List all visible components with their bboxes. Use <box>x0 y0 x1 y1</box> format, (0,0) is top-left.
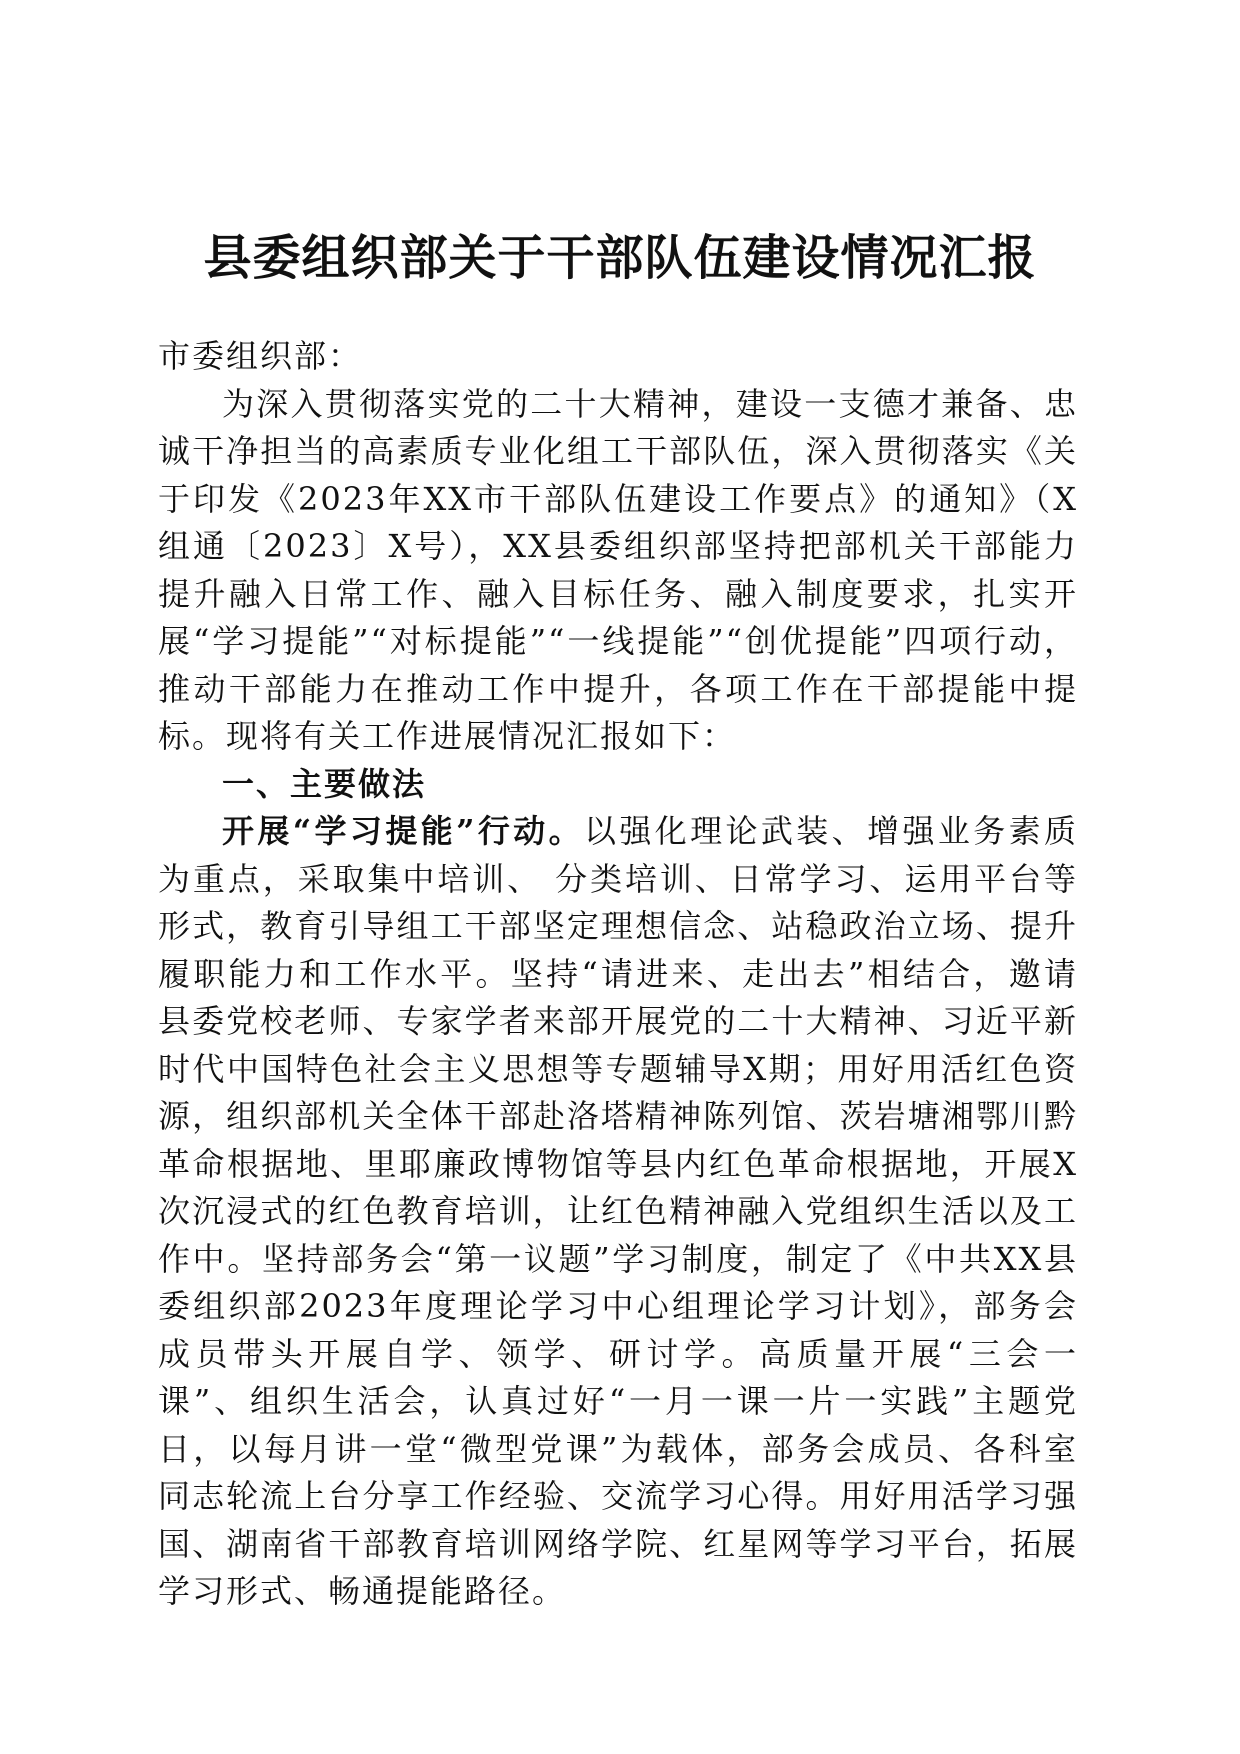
intro-paragraph: 为深入贯彻落实党的二十大精神，建设一支德才兼备、忠诚干净担当的高素质专业化组工干部队伍，深入贯彻落实《关于印发《2023年XX市干部队伍建设工作要点》的通知》（X组通〔2023〕X号），XX县委组织部坚持把部机关干部能力提升融入日常工作、融入目标任务、融入制度要求，扎实开展“学习提能”“对标提能”“一线提能”“创优提能”四项行动，推动干部能力在推动工作中提升，各项工作在干部提能中提标。现将有关工作进展情况汇报如下： <box>158 384 1078 755</box>
document-body <box>158 333 1078 1616</box>
paragraph-body: 以强化理论武装、增强业务素质为重点，采取集中培训、 分类培训、日常学习、运用平台等形式，教育引导组工干部坚定理想信念、站稳政治立场、提升履职能力和工作水平。坚持“请进来、走出去”相结合，邀请县委党校老师、专家学者来部开展党的二十大精神、习近平新时代中国特色社会主义思想等专题辅导X期；用好用活红色资源，组织部机关全体干部赴洛塔精神陈列馆、茨岩塘湘鄂川黔革命根据地、里耶廉政博物馆等县内红色革命根据地，开展X次沉浸式的红色教育培训，让红色精神融入党组织生活以及工作中。坚持部务会“第一议题”学习制度，制定了《中共XX县委组织部2023年度理论学习中心组理论学习计划》，部务会成员带头开展自学、领学、研讨学。高质量开展“三会一课”、组织生活会，认真过好“一月一课一片一实践”主题党日，以每月讲一堂“微型党课”为载体，部务会成员、各科室同志轮流上台分享工作经验、交流学习心得。用好用活学习强国、湖南省干部教育培训网络学院、红星网等学习平台，拓展学习形式、畅通提能路径。 <box>158 812 1078 1610</box>
paragraph-lead: 开展“学习提能”行动。 <box>222 812 585 850</box>
document-title: 县委组织部关于干部队伍建设情况汇报 <box>203 230 1037 286</box>
section-heading: 一、主要做法 <box>222 764 427 803</box>
section-paragraph <box>158 808 1078 1616</box>
salutation: 市委组织部： <box>158 337 363 375</box>
